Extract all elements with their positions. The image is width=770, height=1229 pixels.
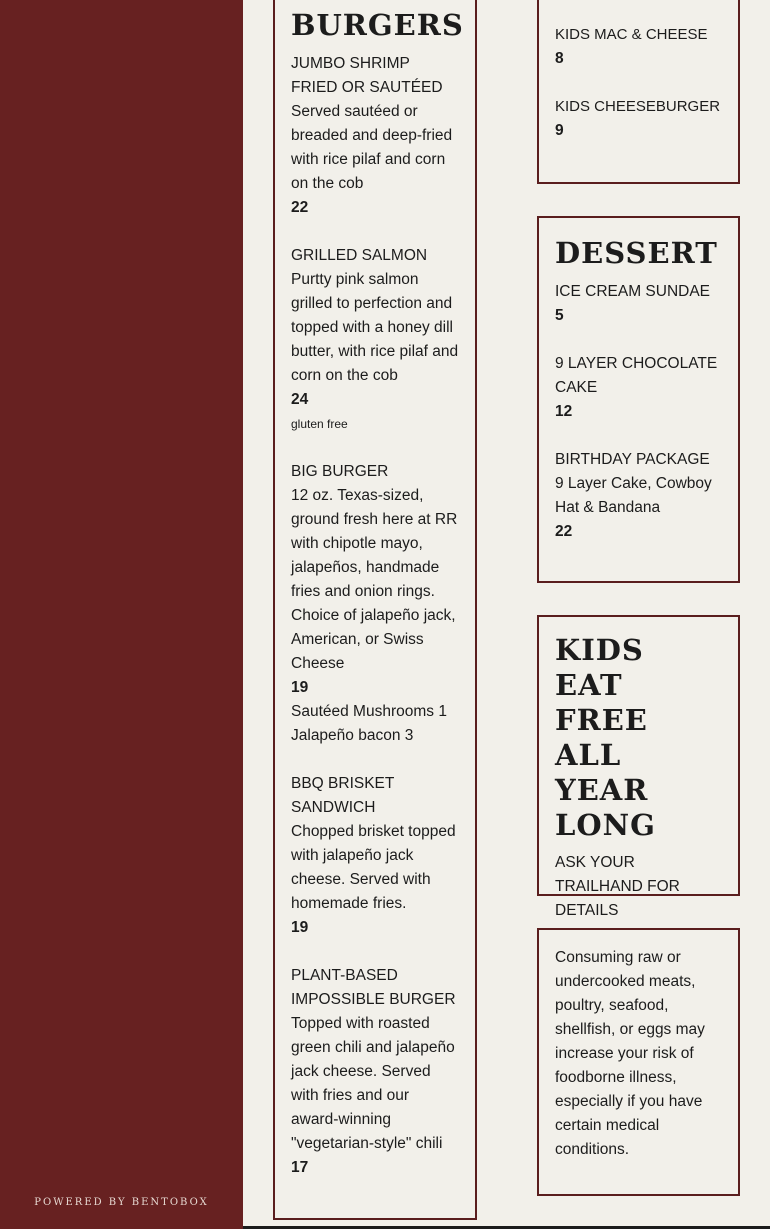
item-price: 24 — [291, 391, 309, 408]
menu-item-grilled-salmon — [291, 244, 459, 436]
section-title-burgers: BURGERS — [291, 8, 464, 42]
promo-text: ASK YOUR TRAILHAND FOR DETAILS — [555, 854, 680, 919]
item-price: 19 — [291, 679, 309, 696]
notice-text: Consuming raw or undercooked meats, poultry, seafood, shellfish, or eggs may increase your risk of foodborne illness, especially if you have certain medical conditions. — [555, 949, 705, 1158]
item-description: 12 oz. Texas-sized, ground fresh here at RR with chipotle mayo, jalapeños, handmade fries and onion rings. Choice of jalapeño jack, American, or Swiss Cheese — [291, 487, 458, 672]
item-name: PLANT-BASED IMPOSSIBLE BURGER — [291, 967, 456, 1008]
kids-eat-free-section — [537, 615, 740, 919]
item-addon: Jalapeño bacon 3 — [291, 727, 414, 744]
food-safety-notice — [537, 928, 740, 1196]
item-description: Served sautéed or breaded and deep-fried with rice pilaf and corn on the cob — [291, 103, 453, 192]
dessert-section — [537, 216, 740, 583]
menu-item-big-burger — [291, 460, 459, 748]
item-description: Topped with roasted green chili and jalapeño jack cheese. Served with fries and our award-winning "vegetarian-style" chili — [291, 1015, 455, 1152]
item-price: 12 — [555, 403, 573, 420]
menu-item-bbq-brisket — [291, 772, 459, 940]
menu-item-kids-mac — [555, 23, 722, 71]
item-name: BBQ BRISKET SANDWICH — [291, 775, 395, 816]
item-name: 9 LAYER CHOCOLATE CAKE — [555, 355, 718, 396]
item-price: 9 — [555, 122, 564, 139]
item-description: 9 Layer Cake, Cowboy Hat & Bandana — [555, 475, 712, 516]
item-price: 22 — [291, 199, 309, 216]
item-name: JUMBO SHRIMP FRIED OR SAUTÉED — [291, 55, 443, 96]
item-addon: Sautéed Mushrooms 1 — [291, 703, 447, 720]
promo-title: KIDS EAT FREE ALL YEAR LONG — [555, 633, 656, 842]
sidebar — [0, 0, 243, 1229]
burgers-section — [273, 0, 477, 1220]
item-name: BIRTHDAY PACKAGE — [555, 451, 710, 468]
menu-item-ice-cream-sundae — [555, 280, 722, 328]
menu-item-kids-cheeseburger — [555, 95, 722, 143]
section-title-dessert: DESSERT — [555, 236, 718, 270]
menu-item-jumbo-shrimp — [291, 52, 459, 220]
item-name: KIDS CHEESEBURGER — [555, 98, 721, 115]
kids-menu-section — [537, 0, 740, 184]
item-description: Chopped brisket topped with jalapeño jack cheese. Served with homemade fries. — [291, 823, 456, 912]
menu-item-impossible-burger — [291, 964, 459, 1180]
item-price: 17 — [291, 1159, 309, 1176]
item-price: 8 — [555, 50, 564, 67]
powered-by-bentobox-link[interactable]: POWERED BY BENTOBOX — [34, 1197, 209, 1208]
dietary-tag: gluten free — [291, 417, 348, 431]
item-description: Purtty pink salmon grilled to perfection and topped with a honey dill butter, with rice pilaf and corn on the cob — [291, 271, 459, 384]
item-name: BIG BURGER — [291, 463, 389, 480]
menu-item-birthday-package — [555, 448, 722, 544]
item-price: 22 — [555, 523, 573, 540]
item-price: 5 — [555, 307, 564, 324]
menu-item-chocolate-cake — [555, 352, 722, 424]
item-price: 19 — [291, 919, 309, 936]
item-name: GRILLED SALMON — [291, 247, 428, 264]
item-name: ICE CREAM SUNDAE — [555, 283, 711, 300]
item-name: KIDS MAC & CHEESE — [555, 26, 708, 43]
